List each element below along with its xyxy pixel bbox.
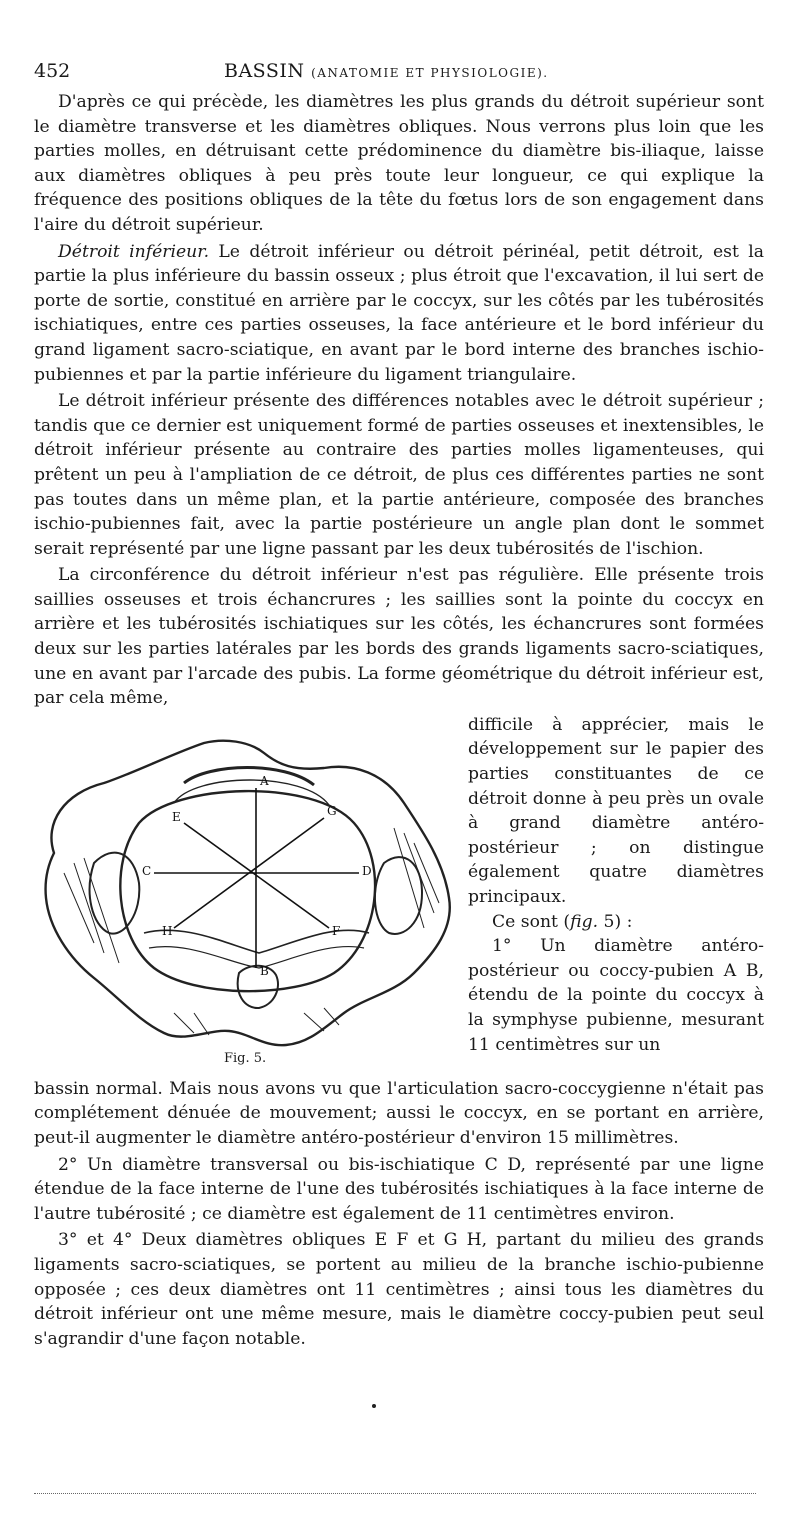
paragraph-6-side: 1° Un diamètre antéro-postérieur ou coccy-pubien A B, étendu de la pointe du coccyx à la symphyse pubienne, mesurant 11 centimètres sur un xyxy=(468,936,764,1055)
label-g: G xyxy=(327,803,337,818)
paragraph-2-text: Le détroit inférieur ou détroit périnéal, petit détroit, est la partie la plus inférieure du bassin osseux ; plus étroit que l'excavation, il lui sert de porte de sortie, constitué en arrière par le coccyx, sur les côtés par les tubérosités ischiatiques, entre ces parties osseuses, la face antérieure et le bord inférieur du grand ligament sacro-sciatique, en avant par le bord interne des branches ischio-pubiennes et par la partie inférieure du ligament triangulaire. xyxy=(34,241,764,385)
running-title xyxy=(224,60,549,82)
paragraph-2 xyxy=(34,240,764,388)
figure-reference: fig. xyxy=(570,911,599,932)
paragraph-7: 2° Un diamètre transversal ou bis-ischiatique C D, représenté par une ligne étendue de la face interne de l'une des tubérosités ischiatiques à la face interne de l'autre tubérosité ; ce diamètre est également de 11 centimètres environ. xyxy=(34,1154,764,1224)
paragraph-3: Le détroit inférieur présente des différences notables avec le détroit supérieur ; tandis que ce dernier est uniquement formé de parties osseuses et inextensibles, le détroit inférieur présente au contraire des parties molles ligamenteuses, qui prêtent un peu à l'ampliation de ce détroit, de plus ces différentes parties ne sont pas toutes dans un même plan, et la partie antérieure, composée des branches ischio-pubiennes fait, avec la partie postérieure un angle plan dont le sommet serait représenté par une ligne passant par les deux tubérosités de l'ischion. xyxy=(34,391,764,559)
paragraph-4-side: difficile à apprécier, mais le développement sur le papier des parties constituantes de ce détroit donne à peu près un ovale à grand diamètre antéro-postérieur ; on distingue également quatre diamètres principaux. xyxy=(468,714,764,907)
paragraph-8: 3° et 4° Deux diamètres obliques E F et G H, partant du milieu des grands ligaments sacro-sciatiques, se portent au milieu de la branche ischio-pubienne opposée ; ces deux diamètres ont 11 centimètres ; ainsi tous les diamètres du détroit inférieur ont une même mesure, mais le diamètre coccy-pubien peut seul s'agrandir d'une façon notable. xyxy=(34,1230,764,1349)
label-d: D xyxy=(362,863,372,878)
figure-block xyxy=(34,713,764,1066)
figure-caption: Fig. 5. xyxy=(224,1050,267,1066)
label-e: E xyxy=(172,809,181,824)
label-c: C xyxy=(142,863,152,878)
page-number: 452 xyxy=(34,60,71,82)
figure-5 xyxy=(24,713,460,1073)
running-title-main: BASSIN xyxy=(224,60,305,82)
label-h: H xyxy=(162,923,173,938)
page xyxy=(34,60,764,1351)
footer-dotted-rule xyxy=(34,1493,756,1494)
paragraph-4-top: La circonférence du détroit inférieur n'est pas régulière. Elle présente trois saillies osseuses et trois échancrures ; les saillies sont la pointe du coccyx en arrière et les tubérosités ischiatiques sur les côtés, les échancrures sont formées deux sur les parties latérales par les bords des grands ligaments sacro-sciatiques, une en avant par l'arcade des pubis. La forme géométrique du détroit inférieur est, par cela même, xyxy=(34,565,764,709)
running-header xyxy=(34,60,764,90)
running-title-sub: (ANATOMIE ET PHYSIOLOGIE). xyxy=(311,66,549,80)
paragraph-5-a: Ce sont ( xyxy=(492,911,571,932)
label-a: A xyxy=(260,773,269,788)
page-dot xyxy=(372,1404,376,1408)
section-title-detroit-inferieur: Détroit inférieur. xyxy=(58,241,210,262)
pelvis-outlet-illustration xyxy=(24,713,460,1073)
paragraph-6-rest: bassin normal. Mais nous avons vu que l'articulation sacro-coccygienne n'était pas complétement dénuée de mouvement; aussi le coccyx, en se portant en arrière, peut-il augmenter le diamètre antéro-postérieur d'environ 15 millimètres. xyxy=(34,1078,764,1149)
label-b: B xyxy=(260,963,269,978)
label-f: F xyxy=(332,923,341,938)
paragraph-1: D'après ce qui précède, les diamètres les plus grands du détroit supérieur sont le diamètre transverse et les diamètres obliques. Nous verrons plus loin que les parties molles, en détruisant cette prédominence du diamètre bis-iliaque, laisse aux diamètres obliques à peu près toute leur longueur, ce qui explique la fréquence des positions obliques de la tête du fœtus lors de son engagement dans l'aire du détroit supérieur. xyxy=(34,92,764,235)
paragraph-5-b: 5) : xyxy=(598,911,633,932)
